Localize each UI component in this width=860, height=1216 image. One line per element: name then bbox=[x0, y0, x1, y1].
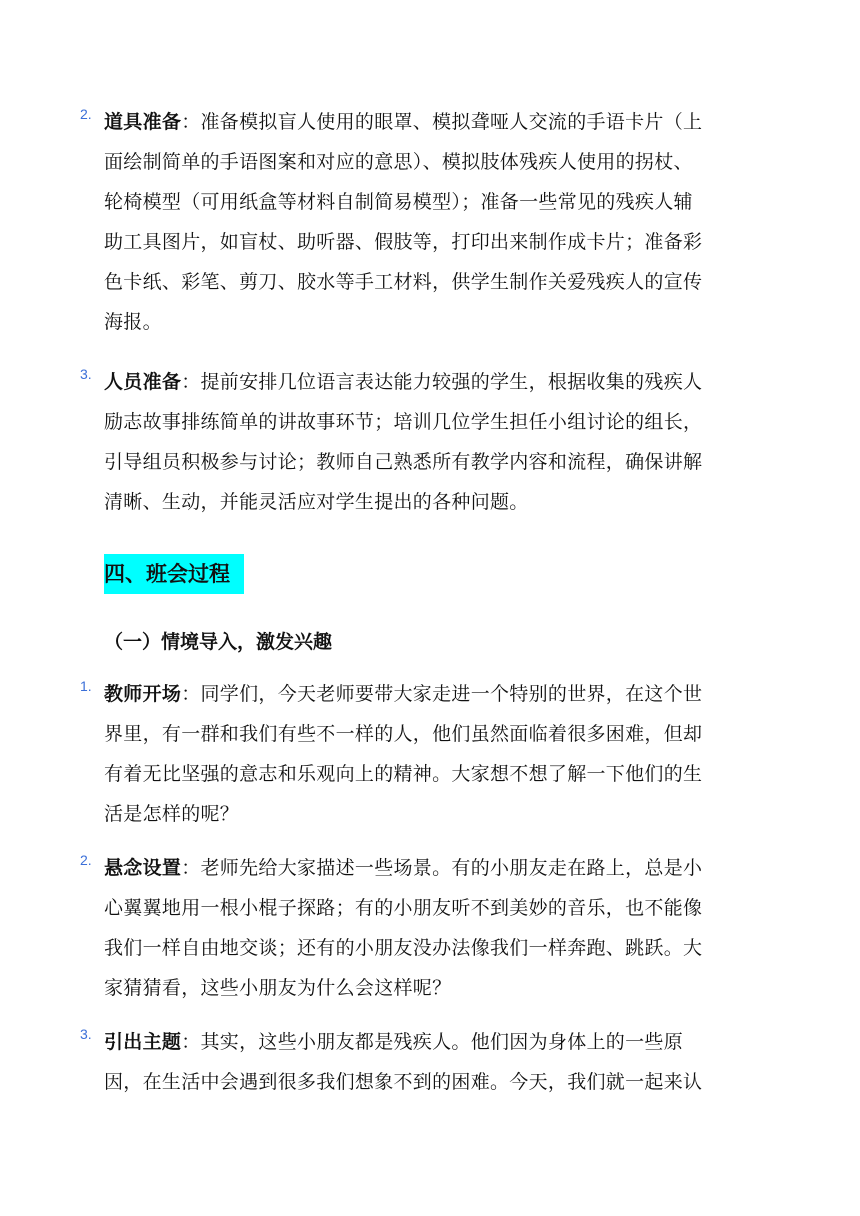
list-item-line: 面绘制简单的手语图案和对应的意思）、模拟肢体残疾人使用的拐杖、 bbox=[104, 151, 693, 173]
list-item-line: 活是怎样的呢？ bbox=[104, 803, 240, 825]
list-item-title: 教师开场 bbox=[104, 683, 182, 705]
list-item-line: 界里，有一群和我们有些不一样的人，他们虽然面临着很多困难，但却 bbox=[104, 723, 703, 745]
list-item-text: ：提前安排几位语言表达能力较强的学生，根据收集的残疾人 bbox=[181, 371, 703, 393]
list-item-line: 清晰、生动，并能灵活应对学生提出的各种问题。 bbox=[104, 491, 529, 513]
list-number: 1. bbox=[80, 678, 92, 694]
list-item-line: 心翼翼地用一根小棍子探路；有的小朋友听不到美妙的音乐，也不能像 bbox=[104, 897, 703, 919]
list-item-text: ：同学们，今天老师要带大家走进一个特别的世界，在这个世 bbox=[181, 683, 703, 705]
list-item-title: 道具准备 bbox=[104, 111, 182, 133]
list-item-text: ：老师先给大家描述一些场景。有的小朋友走在路上，总是小 bbox=[181, 857, 703, 879]
list-item-title: 人员准备 bbox=[104, 371, 182, 393]
section-heading: 四、班会过程 bbox=[104, 554, 244, 594]
list-item-text: ：其实，这些小朋友都是残疾人。他们因为身体上的一些原 bbox=[181, 1031, 684, 1053]
list-item-line bbox=[104, 848, 760, 888]
list-item-staff-prep bbox=[80, 362, 760, 522]
list-item-suspense bbox=[80, 848, 760, 1008]
list-item-text: ：准备模拟盲人使用的眼罩、模拟聋哑人交流的手语卡片（上 bbox=[181, 111, 703, 133]
list-item-line: 轮椅模型（可用纸盒等材料自制简易模型）；准备一些常见的残疾人辅 bbox=[104, 191, 693, 213]
list-number: 3. bbox=[80, 366, 92, 382]
list-item-line: 助工具图片，如盲杖、助听器、假肢等，打印出来制作成卡片；准备彩 bbox=[104, 231, 703, 253]
list-item-line: 励志故事排练简单的讲故事环节；培训几位学生担任小组讨论的组长， bbox=[104, 411, 703, 433]
list-number: 2. bbox=[80, 106, 92, 122]
list-item-line: 因，在生活中会遇到很多我们想象不到的困难。今天，我们就一起来认 bbox=[104, 1071, 703, 1093]
list-item-title: 悬念设置 bbox=[104, 857, 182, 879]
list-item-line: 家猜猜看，这些小朋友为什么会这样呢？ bbox=[104, 977, 452, 999]
list-item-line bbox=[104, 102, 760, 142]
list-item-line: 引导组员积极参与讨论；教师自己熟悉所有教学内容和流程，确保讲解 bbox=[104, 451, 703, 473]
list-item-teacher-opening bbox=[80, 674, 760, 834]
list-item-title: 引出主题 bbox=[104, 1031, 182, 1053]
list-number: 3. bbox=[80, 1026, 92, 1042]
subsection-heading: （一）情境导入，激发兴趣 bbox=[104, 631, 333, 653]
list-item-introduce-topic bbox=[80, 1022, 760, 1102]
list-item-line: 色卡纸、彩笔、剪刀、胶水等手工材料，供学生制作关爱残疾人的宣传 bbox=[104, 271, 703, 293]
list-item-props-prep bbox=[80, 102, 760, 342]
list-item-line: 有着无比坚强的意志和乐观向上的精神。大家想不想了解一下他们的生 bbox=[104, 763, 703, 785]
list-item-line: 我们一样自由地交谈；还有的小朋友没办法像我们一样奔跑、跳跃。大 bbox=[104, 937, 703, 959]
list-item-line: 海报。 bbox=[104, 311, 162, 333]
list-item-line bbox=[104, 674, 760, 714]
list-item-line bbox=[104, 1022, 760, 1062]
list-item-line bbox=[104, 362, 760, 402]
list-number: 2. bbox=[80, 852, 92, 868]
